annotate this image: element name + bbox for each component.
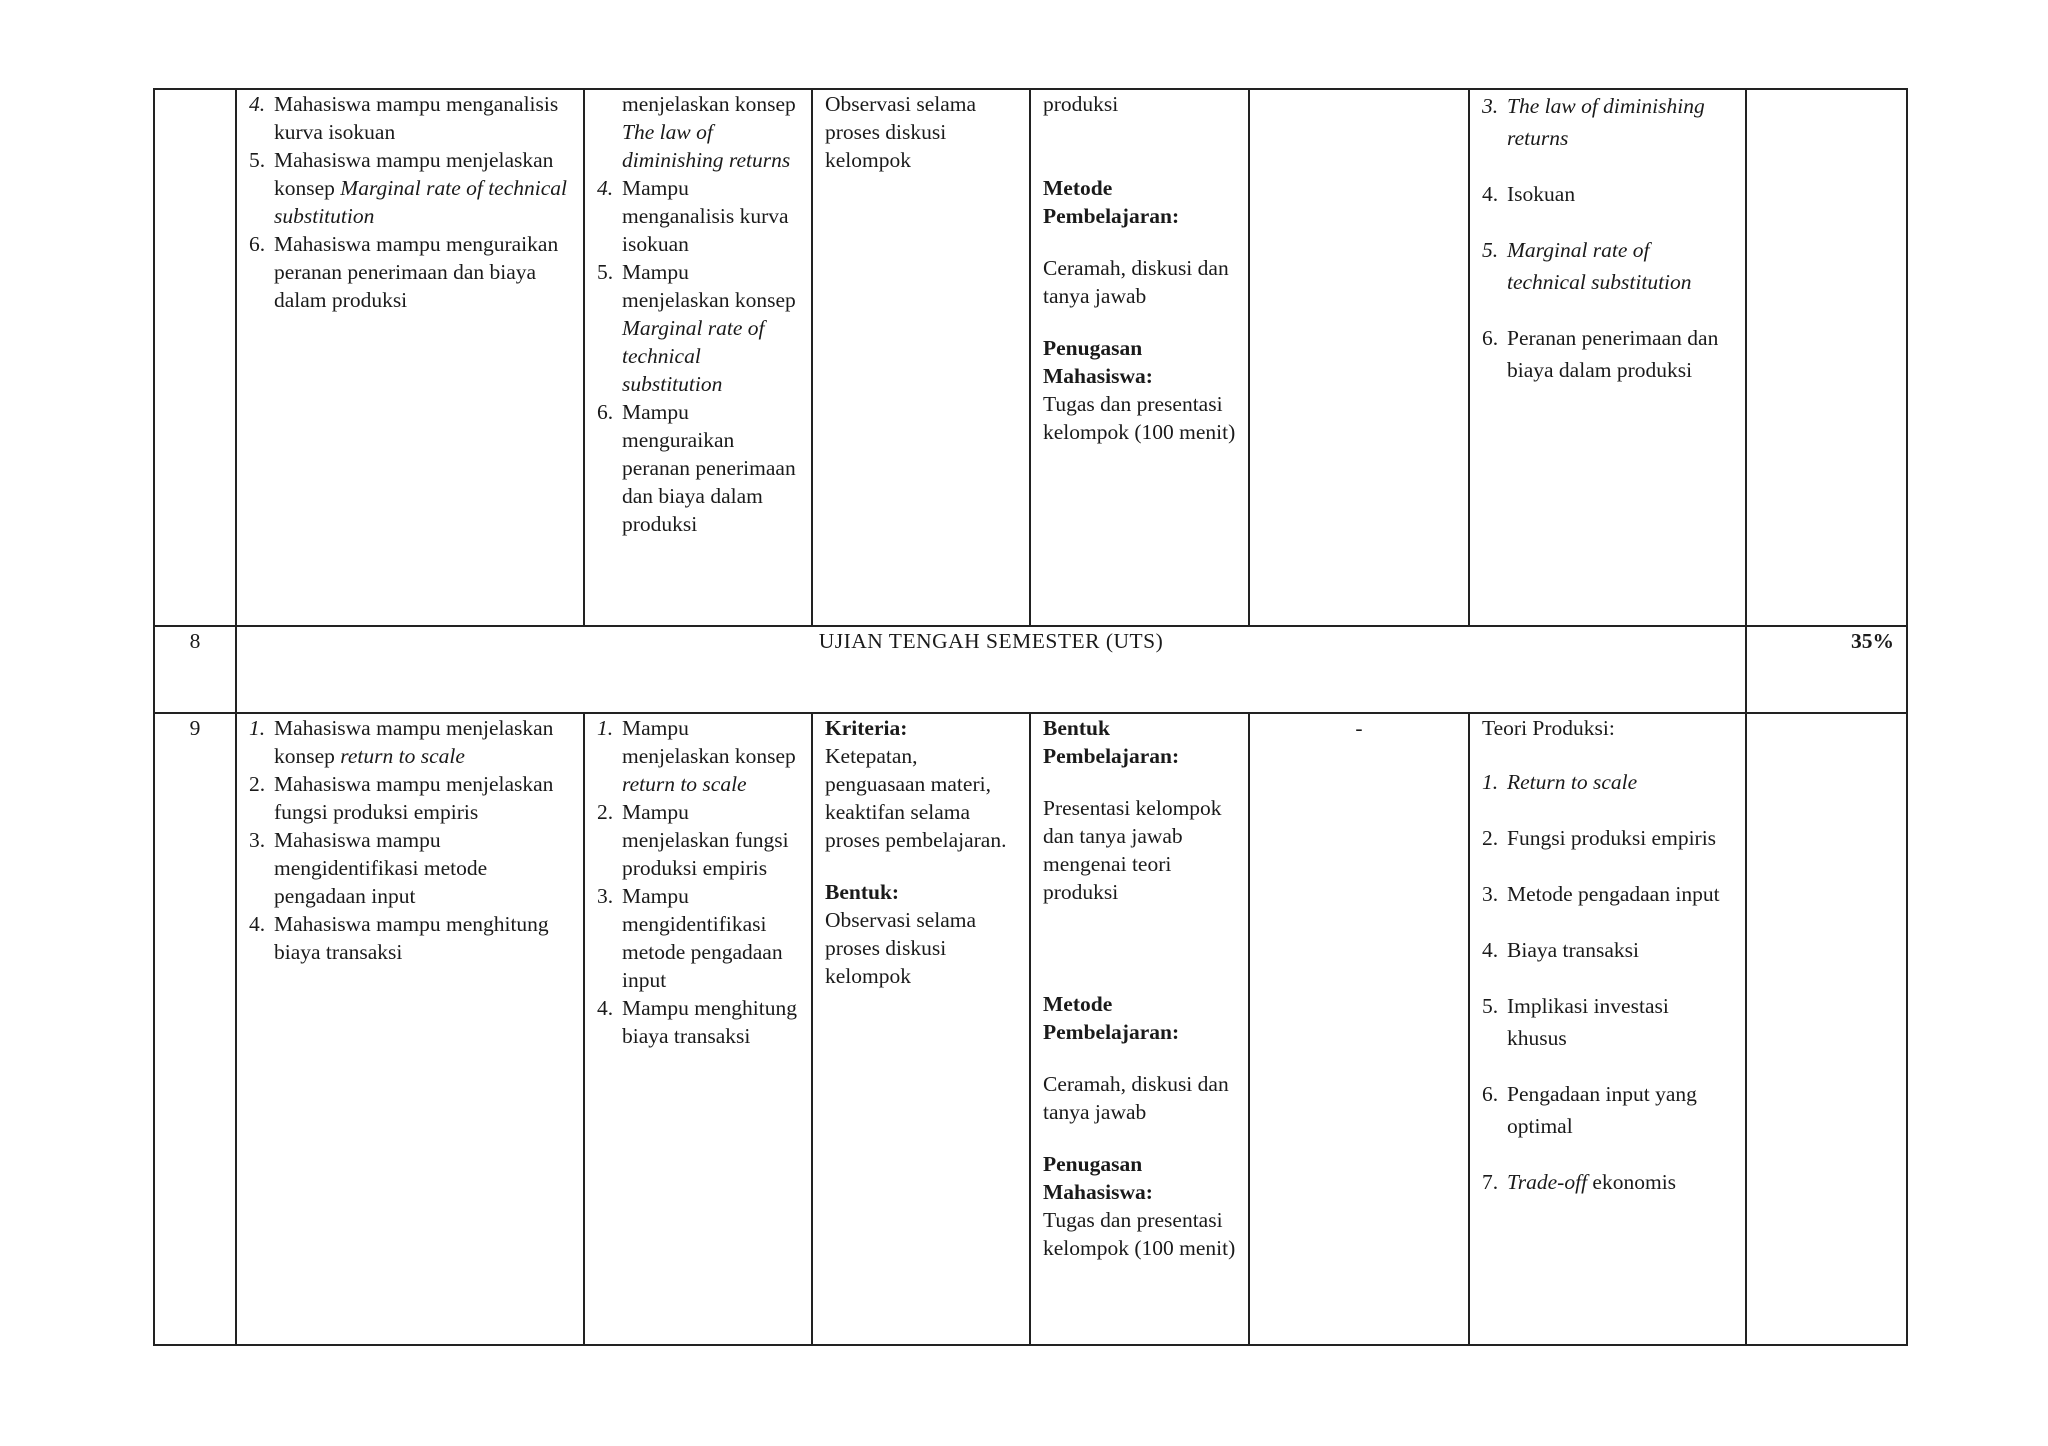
sub-cpmk-list [249,90,571,314]
metode-label: Metode Pembelajaran: [1043,992,1180,1044]
bentuk-label: Bentuk: [825,880,900,904]
list-item: 5. Implikasi investasi khusus [1482,994,1669,1050]
kriteria-cell [812,713,1030,1345]
materi-title: Teori Produksi: [1482,716,1615,740]
list-item: 4. Mahasiswa mampu menganalisis kurva isokuan [249,92,559,144]
list-item: 5. Mahasiswa mampu menjelaskan konsep Marginal rate of technical substitution [249,148,568,228]
list-item: 2. Mampu menjelaskan fungsi produksi empiris [597,800,789,880]
list-item: 4. Isokuan [1482,182,1576,206]
indikator-list [597,714,799,1050]
list-item: 4. Mampu menganalisis kurva isokuan [597,176,789,256]
week-cell [154,89,236,626]
list-item: 2. Fungsi produksi empiris [1482,826,1717,850]
list-item: 3. The law of diminishing returns [1482,94,1705,150]
list-item: 6. Mahasiswa mampu menguraikan peranan penerimaan dan biaya dalam produksi [249,232,559,312]
list-item: 4. Biaya transaksi [1482,938,1639,962]
materi-list [1482,90,1733,386]
list-item: 7. Trade-off ekonomis [1482,1170,1677,1194]
rps-table [153,88,1908,1346]
penugasan-label: Penugasan Mahasiswa: [1043,336,1153,388]
sub-cpmk-cell [236,89,584,626]
bentuk-pembelajaran-cell [1030,713,1249,1345]
materi-list [1482,766,1733,1198]
bentuk-pembelajaran-text: Presentasi kelompok dan tanya jawab mengenai teori produksi [1043,796,1222,904]
bentuk-text: produksi [1043,92,1119,116]
bobot-cell [1746,713,1907,1345]
list-item: 5. Marginal rate of technical substitution [1482,238,1692,294]
bentuk-pembelajaran-label: Bentuk Pembelajaran: [1043,716,1180,768]
indikator-cell [584,713,812,1345]
penugasan-text: Tugas dan presentasi kelompok (100 menit) [1043,392,1236,444]
bobot-cell [1746,89,1907,626]
table-row-week-7 [154,89,1907,626]
kriteria-label: Kriteria: [825,716,908,740]
table-row-week-8 [154,626,1907,713]
list-item: 1. Return to scale [1482,770,1638,794]
sub-cpmk-list [249,714,571,966]
daring-cell: - [1249,713,1469,1345]
week-number: 9 [154,713,236,1345]
kriteria-text: Ketepatan, penguasaan materi, keaktifan selama proses pembelajaran. [825,744,1007,852]
list-item: 1. Mahasiswa mampu menjelaskan konsep return to scale [249,716,554,768]
daring-cell [1249,89,1469,626]
week-number: 8 [154,626,236,713]
uts-weight: 35% [1746,626,1907,713]
kriteria-text: Observasi selama proses diskusi kelompok [825,92,977,172]
list-item: 3. Mampu mengidentifikasi metode pengadaan input [597,884,783,992]
list-item: 4. Mampu menghitung biaya transaksi [597,996,797,1048]
metode-text: Ceramah, diskusi dan tanya jawab [1043,256,1229,308]
kriteria-cell [812,89,1030,626]
list-item: 3. Metode pengadaan input [1482,882,1720,906]
indikator-list [597,174,799,538]
materi-cell [1469,89,1746,626]
list-item: 4. Mahasiswa mampu menghitung biaya transaksi [249,912,549,964]
indikator-continuation: menjelaskan konsep The law of diminishing returns [622,92,796,172]
penugasan-text: Tugas dan presentasi kelompok (100 menit) [1043,1208,1236,1260]
list-item: 5. Mampu menjelaskan konsep Marginal rate of technical substitution [597,260,796,396]
list-item: 6. Peranan penerimaan dan biaya dalam produksi [1482,326,1719,382]
uts-label: UJIAN TENGAH SEMESTER (UTS) [236,626,1746,713]
list-item: 6. Mampu menguraikan peranan penerimaan dan biaya dalam produksi [597,400,796,536]
penugasan-label: Penugasan Mahasiswa: [1043,1152,1153,1204]
metode-text: Ceramah, diskusi dan tanya jawab [1043,1072,1229,1124]
bentuk-text: Observasi selama proses diskusi kelompok [825,908,977,988]
materi-cell [1469,713,1746,1345]
bentuk-cell [1030,89,1249,626]
indikator-cell [584,89,812,626]
list-item: 6. Pengadaan input yang optimal [1482,1082,1697,1138]
list-item: 3. Mahasiswa mampu mengidentifikasi metode pengadaan input [249,828,488,908]
list-item: 2. Mahasiswa mampu menjelaskan fungsi produksi empiris [249,772,554,824]
sub-cpmk-cell [236,713,584,1345]
table-row-week-9 [154,713,1907,1345]
metode-label: Metode Pembelajaran: [1043,176,1180,228]
list-item: 1. Mampu menjelaskan konsep return to scale [597,716,796,796]
